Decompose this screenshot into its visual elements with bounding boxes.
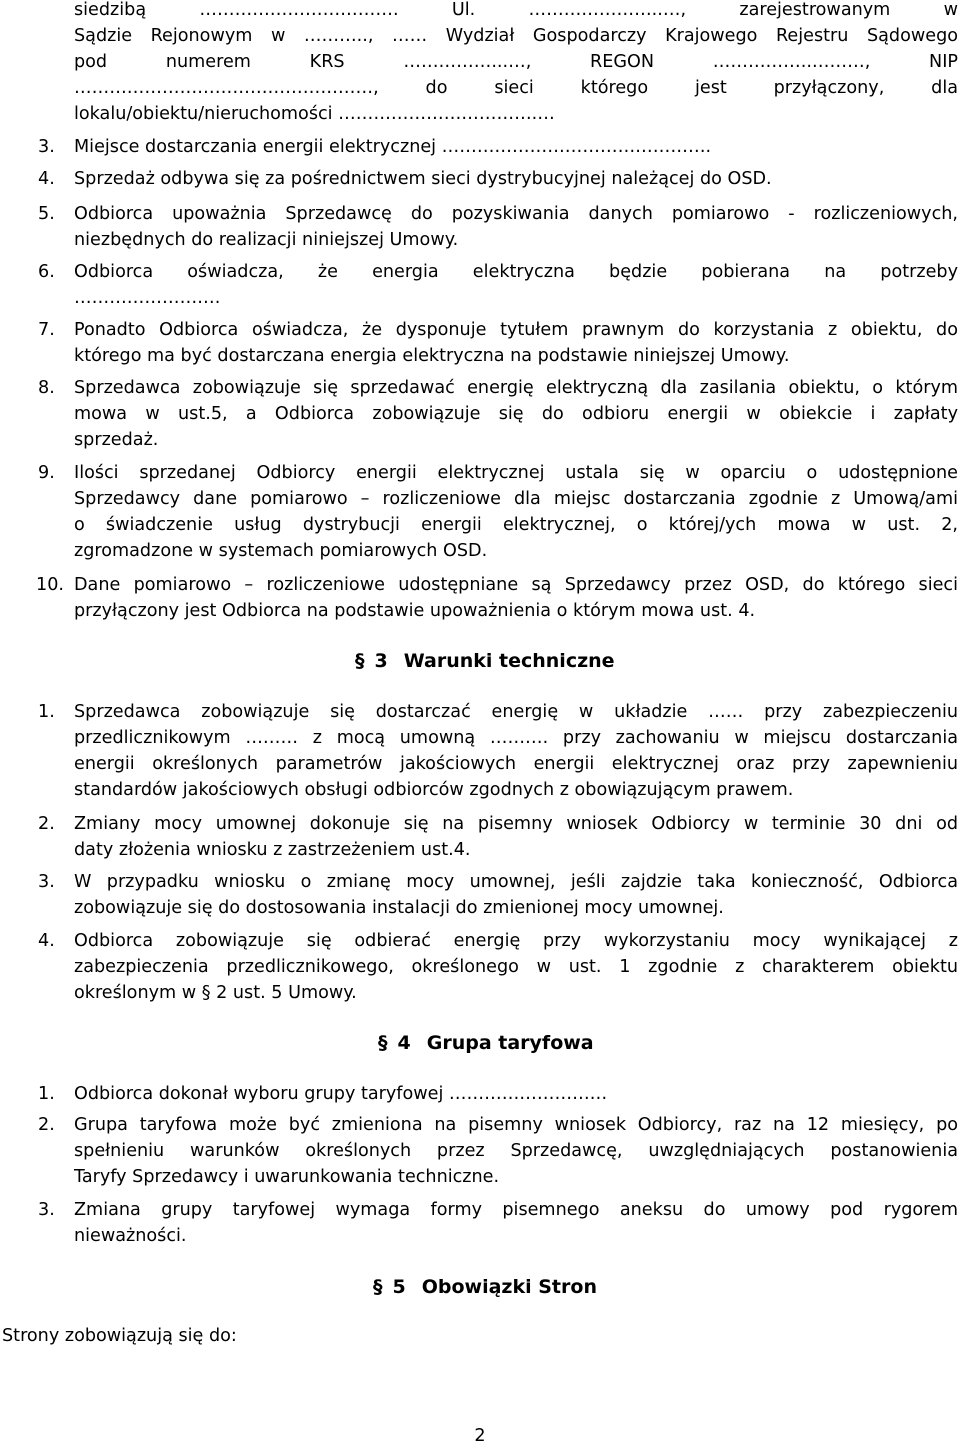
item-line: którego ma być dostarczana energia elektryczna na podstawie niniejszej Umowy. — [74, 346, 790, 366]
item-number: 7. — [38, 320, 55, 340]
item-line: Ponadto Odbiorca oświadcza, że dysponuje tytułem prawnym do korzystania z obiektu, do — [74, 320, 958, 340]
item-number: 4. — [38, 169, 55, 189]
item-line: Sprzedawca zobowiązuje się dostarczać energię w układzie …… przy zabezpieczeniu — [74, 702, 958, 722]
item-number: 3. — [38, 137, 55, 157]
item-number: 9. — [38, 463, 55, 483]
item-line: niezbędnych do realizacji niniejszej Umowy. — [74, 230, 459, 250]
item-number: 8. — [38, 378, 55, 398]
item-number: 1. — [38, 1084, 55, 1104]
item-line: Ilości sprzedanej Odbiorcy energii elektrycznej ustala się w oparciu o udostępnione — [74, 463, 958, 483]
section-symbol: § — [378, 1032, 388, 1054]
item-line: standardów jakościowych obsługi odbiorców zgodnych z obowiązującym prawem. — [74, 780, 794, 800]
section-3-heading — [355, 648, 615, 674]
item-line: Zmiana grupy taryfowej wymaga formy pisemnego aneksu do umowy pod rygorem — [74, 1200, 958, 1220]
item-line: W przypadku wniosku o zmianę mocy umownej, jeśli zajdzie taka konieczność, Odbiorca — [74, 872, 958, 892]
item-line: Zmiany mocy umownej dokonuje się na pisemny wniosek Odbiorcy w terminie 30 dni od — [74, 814, 958, 834]
item-number: 2. — [38, 814, 55, 834]
item-line: określonym w § 2 ust. 5 Umowy. — [74, 983, 357, 1003]
item-line: zabezpieczenia przedlicznikowego, określonego w ust. 1 zgodnie z charakterem obiektu — [74, 957, 958, 977]
item-line: energii określonych parametrów jakościowych energii elektrycznej oraz przy zapewnieniu — [74, 754, 958, 774]
section-symbol: § — [373, 1276, 383, 1298]
item-line: Dane pomiarowo – rozliczeniowe udostępniane są Sprzedawcy przez OSD, do którego sieci — [74, 575, 958, 595]
item-line: Grupa taryfowa może być zmieniona na pisemny wniosek Odbiorcy, raz na 12 miesięcy, po — [74, 1115, 958, 1135]
item-number: 10. — [36, 575, 64, 595]
item-line: Miejsce dostarczania energii elektrycznej ………………………………………. — [74, 137, 712, 157]
page-number: 2 — [474, 1426, 486, 1446]
intro-line: ……………………………………………, do sieci którego jest przyłączony, dla — [74, 78, 958, 98]
item-line: o świadczenie usług dystrybucji energii elektrycznej, o której/ych mowa w ust. 2, — [74, 515, 958, 535]
item-line: Odbiorca dokonał wyboru grupy taryfowej ……………………… — [74, 1084, 608, 1104]
item-number: 5. — [38, 204, 55, 224]
section-number: 5 — [392, 1276, 406, 1298]
item-line: Sprzedaż odbywa się za pośrednictwem sieci dystrybucyjnej należącej do OSD. — [74, 169, 772, 189]
intro-line: pod numerem KRS ……………...…, REGON ……………..………, NIP — [74, 52, 958, 72]
item-line: Sprzedawca zobowiązuje się sprzedawać energię elektryczną dla zasilania obiektu, o którym — [74, 378, 958, 398]
section-title: Grupa taryfowa — [426, 1032, 594, 1054]
item-line: Odbiorca upoważnia Sprzedawcę do pozyskiwania danych pomiarowo - rozliczeniowych, — [74, 204, 958, 224]
item-line: Odbiorca zobowiązuje się odbierać energię przy wykorzystaniu mocy wynikającej z — [74, 931, 958, 951]
item-line: przyłączony jest Odbiorca na podstawie upoważnienia o którym mowa ust. 4. — [74, 601, 756, 621]
item-number: 1. — [38, 702, 55, 722]
item-line: sprzedaż. — [74, 430, 159, 450]
item-line: przedlicznikowym ……… z mocą umowną ………. przy zachowaniu w miejscu dostarczania — [74, 728, 958, 748]
section-number: 4 — [397, 1032, 411, 1054]
item-line: daty złożenia wniosku z zastrzeżeniem ust.4. — [74, 840, 471, 860]
item-number: 3. — [38, 872, 55, 892]
item-line: zgromadzone w systemach pomiarowych OSD. — [74, 541, 488, 561]
item-line: Odbiorca oświadcza, że energia elektryczna będzie pobierana na potrzeby — [74, 262, 958, 282]
intro-line: lokalu/obiektu/nieruchomości …………………………….… — [74, 104, 555, 124]
closing-text: Strony zobowiązują się do: — [2, 1326, 237, 1346]
section-4-heading — [378, 1030, 594, 1056]
item-line: nieważności. — [74, 1226, 187, 1246]
item-line: Sprzedawcy dane pomiarowo – rozliczeniowe dla miejsc dostarczania zgodnie z Umową/ami — [74, 489, 958, 509]
item-number: 2. — [38, 1115, 55, 1135]
section-number: 3 — [374, 650, 388, 672]
section-symbol: § — [355, 650, 365, 672]
item-number: 4. — [38, 931, 55, 951]
item-number: 3. — [38, 1200, 55, 1220]
item-line: Taryfy Sprzedawcy i uwarunkowania techniczne. — [74, 1167, 500, 1187]
section-5-heading — [373, 1274, 597, 1300]
section-title: Obowiązki Stron — [421, 1276, 597, 1298]
intro-line: siedzibą ……………………………. Ul. …………………..…, zarejestrowanym w — [74, 0, 958, 20]
item-line: mowa w ust.5, a Odbiorca zobowiązuje się do odbioru energii w obiekcie i zapłaty — [74, 404, 958, 424]
item-line: zobowiązuje się do dostosowania instalacji do zmienionej mocy umownej. — [74, 898, 724, 918]
intro-line: Sądzie Rejonowym w ……….., …… Wydział Gospodarczy Krajowego Rejestru Sądowego — [74, 26, 958, 46]
item-line: ……………………. — [74, 288, 221, 308]
section-title: Warunki techniczne — [403, 650, 615, 672]
item-number: 6. — [38, 262, 55, 282]
item-line: spełnieniu warunków określonych przez Sprzedawcę, uwzględniających postanowienia — [74, 1141, 958, 1161]
